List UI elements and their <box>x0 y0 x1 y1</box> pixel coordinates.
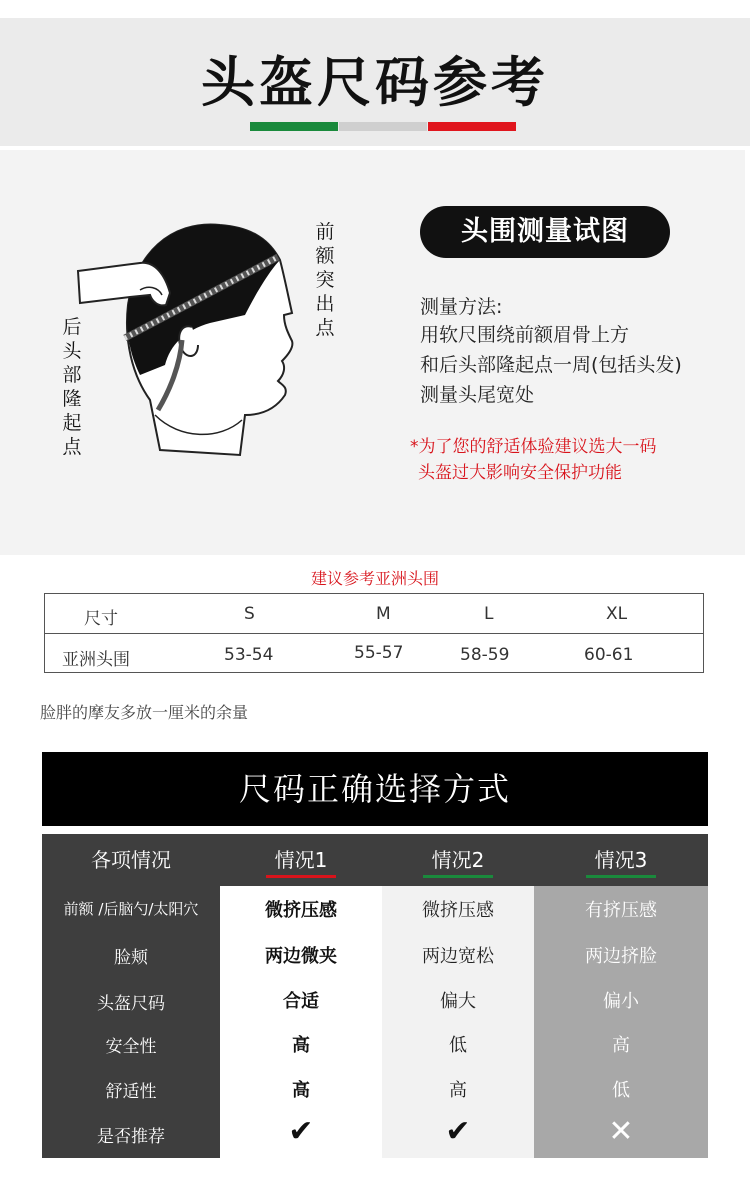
case1-value: 微挤压感 <box>265 900 337 921</box>
method-line-4: 测量头尾宽处 <box>420 384 535 406</box>
case1-value: 合适 <box>283 991 319 1012</box>
back-point-text: 后头部隆起点 <box>62 316 82 458</box>
fit-col-header-case2 <box>382 834 534 886</box>
size-table-caption: 建议参考亚洲头围 <box>310 569 439 588</box>
case2-value: 偏大 <box>440 991 476 1012</box>
cross-icon: ✕ <box>608 1114 634 1149</box>
case1-value: 高 <box>292 1080 310 1101</box>
case3-underline <box>586 875 656 878</box>
case3-value: 低 <box>612 1080 630 1101</box>
size-header-s: S <box>244 604 255 624</box>
case2-value: 两边宽松 <box>422 946 494 967</box>
size-note: 脸胖的摩友多放一厘米的余量 <box>40 703 249 722</box>
case1-underline <box>266 875 336 878</box>
size-header-label: 尺寸 <box>84 609 118 629</box>
fit-col-case1 <box>220 834 382 1158</box>
fit-col-labels <box>42 834 220 1158</box>
check-icon: ✔ <box>445 1114 471 1149</box>
front-point-text: 前额突出点 <box>315 221 335 339</box>
flag-stripe-white <box>339 122 427 131</box>
flag-stripe-green <box>250 122 338 131</box>
page-title: 头盔尺码参考 <box>201 51 549 114</box>
case3-label: 情况3 <box>594 848 648 872</box>
head-measure-illustration <box>70 215 320 475</box>
size-value-s: 53-54 <box>224 645 274 665</box>
case2-underline <box>423 875 493 878</box>
size-value-m: 55-57 <box>354 643 404 663</box>
fit-row-label: 安全性 <box>105 1037 157 1057</box>
fit-row-label: 头盔尺码 <box>97 994 165 1014</box>
check-icon: ✔ <box>288 1114 314 1149</box>
case3-value: 有挤压感 <box>585 900 657 921</box>
case1-value: 两边微夹 <box>265 946 337 967</box>
size-header-m: M <box>376 604 391 624</box>
warning-line-1: *为了您的舒适体验建议选大一码 <box>410 437 657 457</box>
case3-value: 高 <box>612 1035 630 1056</box>
fit-row-label: 是否推荐 <box>97 1127 165 1147</box>
method-line-3: 和后头部隆起点一周(包括头发) <box>420 354 682 376</box>
fit-col-case3 <box>534 834 708 1158</box>
fit-col-header-case3 <box>534 834 708 886</box>
back-point-label <box>60 315 84 459</box>
size-value-l: 58-59 <box>460 645 510 665</box>
case3-value: 两边挤脸 <box>585 946 657 967</box>
case1-label: 情况1 <box>274 848 328 872</box>
warning-line-2: 头盔过大影响安全保护功能 <box>418 463 622 483</box>
measure-badge: 头围测量试图 <box>420 206 670 258</box>
size-header-xl: XL <box>606 604 628 624</box>
fit-col-header-case1 <box>220 834 382 886</box>
case2-value: 低 <box>449 1035 467 1056</box>
front-point-label <box>313 220 337 340</box>
fit-row-label: 脸颊 <box>114 948 148 968</box>
fit-col-header-items: 各项情况 <box>42 834 220 886</box>
fit-row-label: 前额 /后脑勺/太阳穴 <box>63 900 199 918</box>
case3-value: 偏小 <box>603 991 639 1012</box>
fit-table <box>42 834 708 1158</box>
fit-table-title: 尺码正确选择方式 <box>42 752 708 826</box>
flag-stripe-red <box>428 122 516 131</box>
case1-value: 高 <box>292 1035 310 1056</box>
fit-col-case2 <box>382 834 534 1158</box>
fit-row-label: 舒适性 <box>105 1082 157 1102</box>
case2-value: 高 <box>449 1080 467 1101</box>
case2-value: 微挤压感 <box>422 900 494 921</box>
size-table-divider <box>44 633 704 634</box>
method-line-2: 用软尺围绕前额眉骨上方 <box>420 324 630 346</box>
size-row-label: 亚洲头围 <box>62 650 130 670</box>
size-value-xl: 60-61 <box>584 645 634 665</box>
size-header-l: L <box>484 604 494 624</box>
case2-label: 情况2 <box>431 848 485 872</box>
method-line-1: 测量方法: <box>420 296 503 318</box>
